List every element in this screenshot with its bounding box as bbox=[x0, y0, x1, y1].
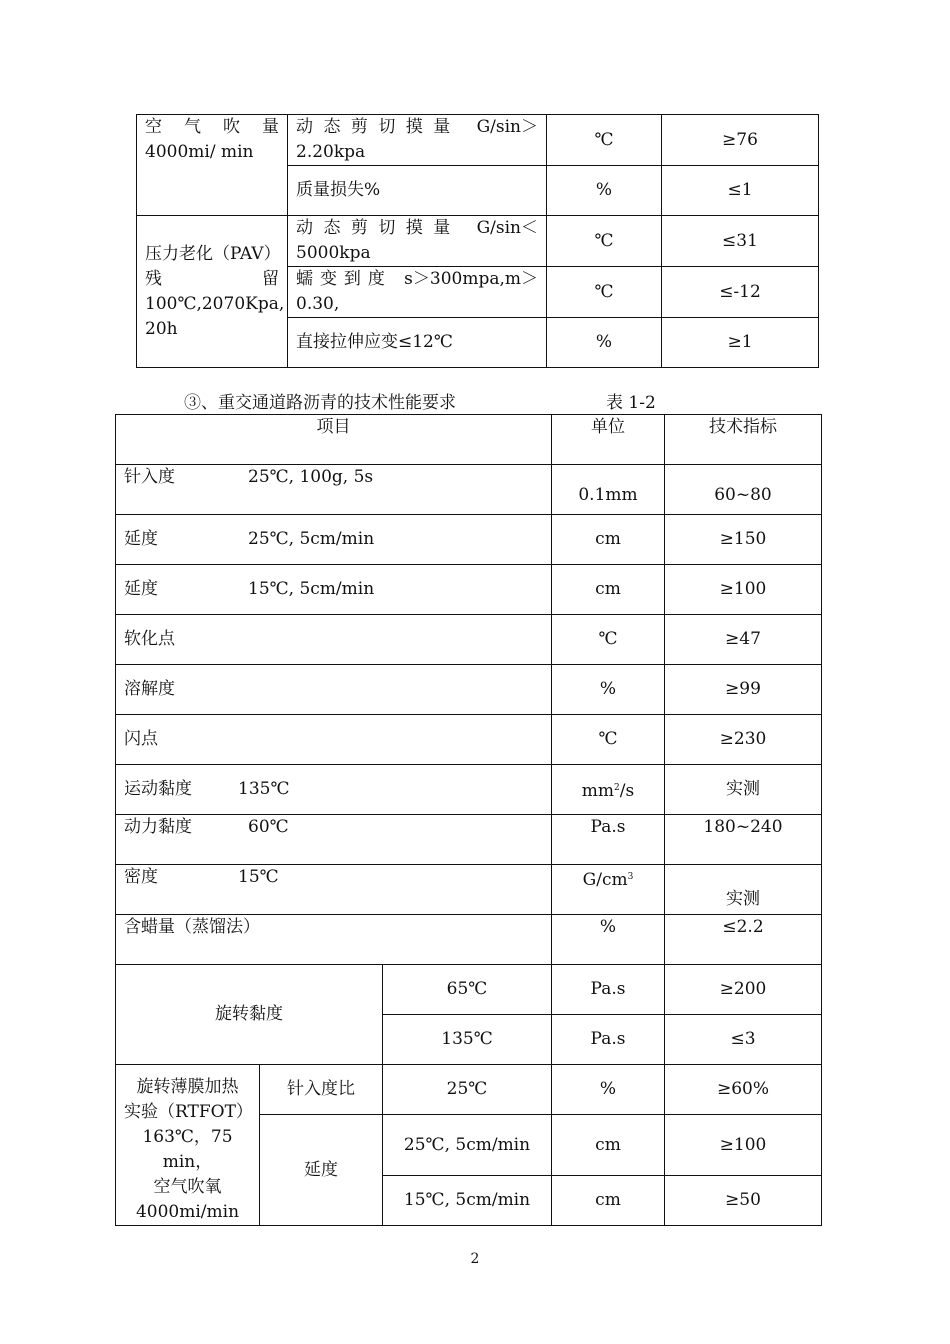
condition-cell: 25℃ bbox=[383, 1065, 552, 1115]
value-cell: ≥76 bbox=[662, 115, 819, 166]
group-label-line: 4000mi/ min bbox=[145, 142, 254, 162]
item-cell bbox=[116, 515, 552, 565]
rotational-viscosity-label: 旋转黏度 bbox=[116, 965, 383, 1065]
performance-table-continued bbox=[136, 114, 819, 368]
item-cell: 质量损失% bbox=[288, 166, 547, 216]
item-cell bbox=[116, 565, 552, 615]
item-cell bbox=[116, 765, 552, 815]
group-label-line: 空 气 吹 量 bbox=[145, 117, 279, 137]
group-label bbox=[137, 216, 288, 368]
item-cell bbox=[116, 815, 552, 865]
unit-cell: ℃ bbox=[547, 267, 662, 318]
unit-cell: Pa.s bbox=[552, 815, 665, 865]
header-unit: 单位 bbox=[552, 415, 665, 465]
value-cell: ≤3 bbox=[665, 1015, 822, 1065]
value-cell: ≤2.2 bbox=[665, 915, 822, 965]
header-item: 项目 bbox=[116, 415, 552, 465]
item-line: 2.20kpa bbox=[296, 142, 366, 162]
unit-cell: ℃ bbox=[547, 115, 662, 166]
item-name: 软化点 bbox=[124, 629, 175, 649]
item-line: 动态剪切摸量 G/sin＜ bbox=[296, 218, 538, 238]
unit-cell: cm bbox=[552, 565, 665, 615]
item-cell bbox=[116, 665, 552, 715]
item-name: 运动黏度 bbox=[124, 779, 192, 799]
table-row bbox=[137, 115, 819, 166]
item-condition: 60℃ bbox=[248, 817, 289, 837]
item-cell bbox=[116, 865, 552, 915]
table-row bbox=[116, 965, 822, 1015]
item-name: 闪点 bbox=[124, 729, 158, 749]
item-name: 针入度 bbox=[124, 467, 175, 487]
unit-cell: ℃ bbox=[552, 715, 665, 765]
item-line: 动态剪切摸量 G/sin＞ bbox=[296, 117, 538, 137]
unit-cell: Pa.s bbox=[552, 1015, 665, 1065]
table-row bbox=[116, 615, 822, 665]
table-row bbox=[116, 515, 822, 565]
unit-cell: % bbox=[552, 1065, 665, 1115]
table-row bbox=[116, 1065, 822, 1115]
unit-cell: 0.1mm bbox=[552, 465, 665, 515]
item-condition: 25℃, 100g, 5s bbox=[248, 467, 374, 487]
value-cell: ≤1 bbox=[662, 166, 819, 216]
rtfot-label-line: 4000mi/min bbox=[135, 1202, 240, 1222]
heavy-traffic-asphalt-table bbox=[115, 414, 822, 1226]
rtfot-label-line: 163℃，75 min， bbox=[142, 1127, 233, 1172]
item-name: 密度 bbox=[124, 867, 158, 887]
table-row bbox=[116, 715, 822, 765]
value-cell: 实测 bbox=[665, 765, 822, 815]
value-cell: ≤31 bbox=[662, 216, 819, 267]
value-cell: ≥100 bbox=[665, 565, 822, 615]
table-row bbox=[116, 465, 822, 515]
table-row bbox=[116, 565, 822, 615]
value-cell: ≥47 bbox=[665, 615, 822, 665]
unit-cell: Pa.s bbox=[552, 965, 665, 1015]
table-row bbox=[116, 665, 822, 715]
condition-cell: 65℃ bbox=[383, 965, 552, 1015]
item-name: 溶解度 bbox=[124, 679, 175, 699]
item-condition: 135℃ bbox=[238, 779, 290, 799]
value-cell: ≥99 bbox=[665, 665, 822, 715]
table-caption: ③、重交通道路沥青的技术性能要求 bbox=[184, 393, 456, 413]
value-cell: ≥100 bbox=[665, 1115, 822, 1176]
table-row bbox=[116, 865, 822, 915]
table-row bbox=[116, 815, 822, 865]
unit-cell: % bbox=[547, 166, 662, 216]
unit-cell: ℃ bbox=[547, 216, 662, 267]
group-label bbox=[137, 115, 288, 216]
unit-cell: cm bbox=[552, 1115, 665, 1176]
unit-cell: % bbox=[547, 318, 662, 368]
rtfot-label bbox=[116, 1065, 260, 1226]
value-cell: 60~80 bbox=[665, 465, 822, 515]
rtfot-label-line: 旋转薄膜加热 bbox=[136, 1077, 239, 1097]
value-cell: ≥60% bbox=[665, 1065, 822, 1115]
group-label-line: 压力老化（PAV） bbox=[145, 243, 281, 264]
item-cell bbox=[288, 267, 547, 318]
item-cell bbox=[116, 715, 552, 765]
value-cell: ≥200 bbox=[665, 965, 822, 1015]
condition-cell: 25℃, 5cm/min bbox=[383, 1115, 552, 1176]
group-label-line: 100℃,2070Kpa, bbox=[145, 293, 285, 314]
unit-tail: /s bbox=[619, 780, 635, 801]
unit-superscript: 3 bbox=[627, 872, 634, 882]
group-label-line: 20h bbox=[145, 318, 178, 339]
header-spec: 技术指标 bbox=[665, 415, 822, 465]
table-number: 表 1-2 bbox=[606, 393, 656, 413]
item-name: 含蜡量（蒸馏法） bbox=[124, 917, 260, 937]
item-cell: 直接拉伸应变≤12℃ bbox=[288, 318, 547, 368]
value-cell: ≥1 bbox=[662, 318, 819, 368]
value-cell: ≥230 bbox=[665, 715, 822, 765]
rtfot-label-line: 实验（RTFOT） bbox=[124, 1102, 253, 1122]
item-cell bbox=[116, 615, 552, 665]
condition-cell: 135℃ bbox=[383, 1015, 552, 1065]
item-name: 延度 bbox=[124, 579, 158, 599]
unit-cell: cm bbox=[552, 1176, 665, 1226]
table-row bbox=[137, 216, 819, 267]
value-cell: 实测 bbox=[665, 865, 822, 915]
item-condition: 25℃, 5cm/min bbox=[248, 529, 375, 549]
value-cell: ≥150 bbox=[665, 515, 822, 565]
item-cell bbox=[116, 465, 552, 515]
rtfot-label-line: 空气吹氧 bbox=[153, 1177, 222, 1197]
unit-cell bbox=[552, 865, 665, 915]
condition-cell: 15℃, 5cm/min bbox=[383, 1176, 552, 1226]
unit-superscript: 2 bbox=[614, 782, 620, 793]
value-cell: ≤-12 bbox=[662, 267, 819, 318]
item-line: 5000kpa bbox=[296, 243, 371, 263]
item-cell bbox=[116, 915, 552, 965]
table-row bbox=[116, 765, 822, 815]
unit-cell: cm bbox=[552, 515, 665, 565]
item-name: 延度 bbox=[124, 529, 158, 549]
ductility-label: 延度 bbox=[260, 1115, 383, 1226]
unit-cell: % bbox=[552, 665, 665, 715]
value-cell: ≥50 bbox=[665, 1176, 822, 1226]
table-row bbox=[116, 915, 822, 965]
unit-cell bbox=[552, 765, 665, 815]
penetration-ratio-label: 针入度比 bbox=[260, 1065, 383, 1115]
item-name: 动力黏度 bbox=[124, 817, 192, 837]
item-cell bbox=[288, 216, 547, 267]
item-line: 0.30, bbox=[296, 294, 340, 314]
unit-cell: ℃ bbox=[552, 615, 665, 665]
item-cell bbox=[288, 115, 547, 166]
header-row bbox=[116, 415, 822, 465]
page-number: 2 bbox=[470, 1251, 480, 1267]
value-cell: 180~240 bbox=[665, 815, 822, 865]
item-line: 蠕变到度 s＞300mpa,m＞ bbox=[296, 269, 538, 289]
item-condition: 15℃, 5cm/min bbox=[248, 579, 375, 599]
item-condition: 15℃ bbox=[238, 867, 279, 887]
group-label-line: 残 留 bbox=[145, 268, 279, 289]
unit-cell: % bbox=[552, 915, 665, 965]
unit-base: mm bbox=[581, 780, 615, 801]
unit-base: G/cm bbox=[582, 870, 628, 890]
